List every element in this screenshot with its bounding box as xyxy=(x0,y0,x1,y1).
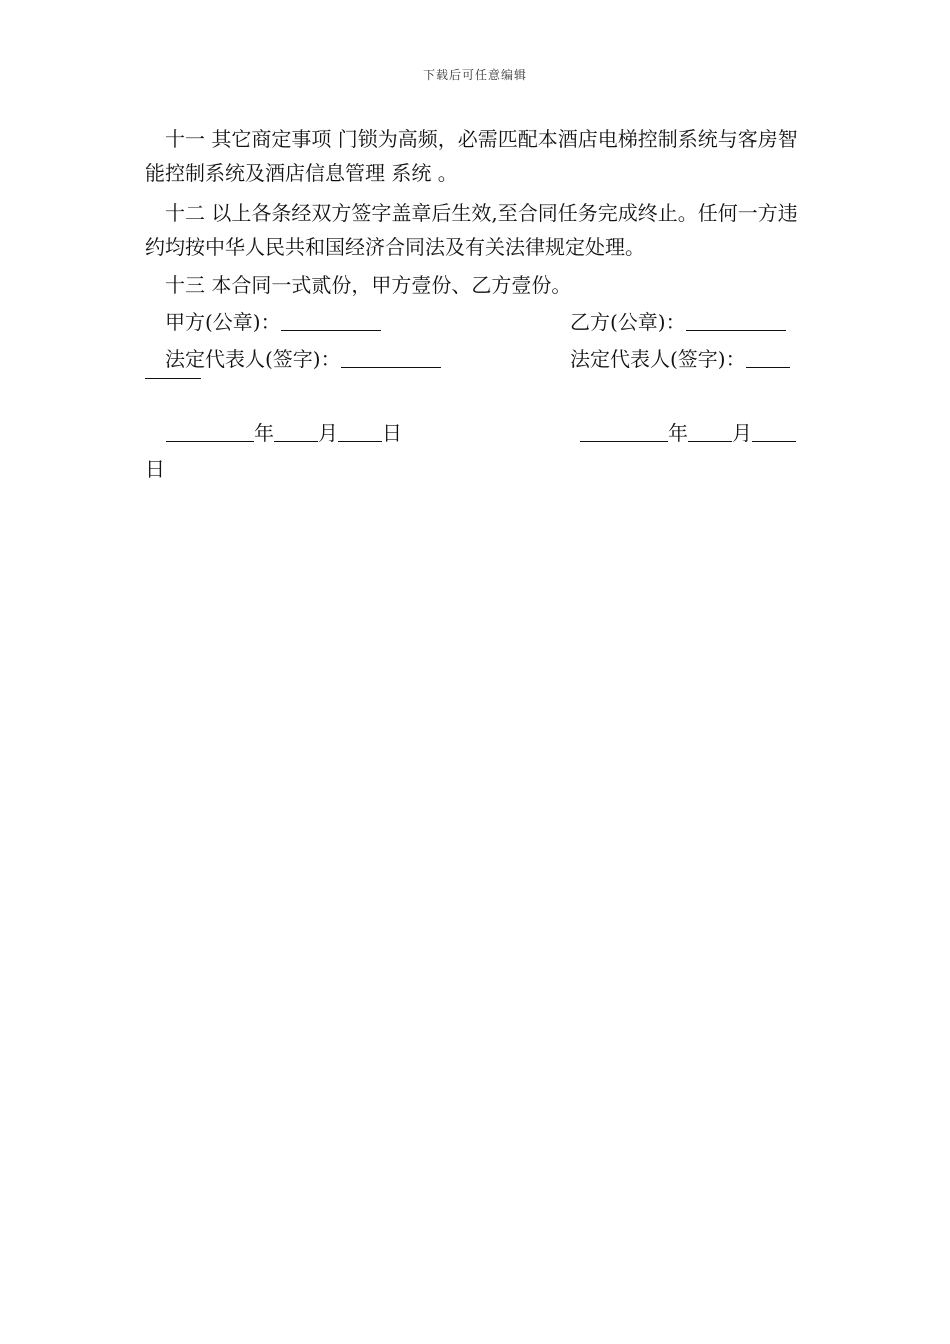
party-a-day-label: 日 xyxy=(382,421,402,445)
party-b-seal-label: 乙方(公章)： xyxy=(570,310,686,334)
party-b-day-label: 日 xyxy=(145,457,165,481)
party-b-rep-label: 法定代表人(签字)： xyxy=(570,347,746,371)
clause-11: 十一 其它商定事项 门锁为高频，必需匹配本酒店电梯控制系统与客房智能控制系统及酒店信息管理 系统 。 xyxy=(145,127,798,185)
party-a-month-label: 月 xyxy=(318,421,338,445)
party-a-rep-label: 法定代表人(签字)： xyxy=(165,347,341,371)
party-b-seal-blank[interactable] xyxy=(686,308,786,331)
party-a-year-label: 年 xyxy=(254,421,274,445)
party-a-representative xyxy=(165,342,441,376)
party-a-year-blank[interactable] xyxy=(166,419,254,442)
party-a-day-blank[interactable] xyxy=(338,419,382,442)
party-b-seal xyxy=(570,305,786,339)
party-b-rep-blank[interactable] xyxy=(746,345,790,368)
party-a-rep-blank[interactable] xyxy=(341,345,441,368)
party-b-rep-blank-continued[interactable] xyxy=(145,378,201,379)
party-b-month-blank[interactable] xyxy=(688,419,732,442)
party-a-seal xyxy=(165,305,381,339)
party-a-seal-blank[interactable] xyxy=(281,308,381,331)
party-a-date xyxy=(166,416,402,450)
party-b-representative xyxy=(570,342,790,376)
clause-13: 十三 本合同一式贰份，甲方壹份、乙方壹份。 xyxy=(165,273,572,297)
party-a-month-blank[interactable] xyxy=(274,419,318,442)
page-header: 下载后可任意编辑 xyxy=(422,68,527,82)
party-b-date xyxy=(580,416,796,450)
party-b-year-label: 年 xyxy=(668,421,688,445)
party-b-year-blank[interactable] xyxy=(580,419,668,442)
party-a-seal-label: 甲方(公章)： xyxy=(165,310,281,334)
clause-12: 十二 以上各条经双方签字盖章后生效,至合同任务完成终止。任何一方违约均按中华人民共和国经济合同法及有关法律规定处理。 xyxy=(145,201,798,259)
party-b-month-label: 月 xyxy=(732,421,752,445)
party-b-day-blank[interactable] xyxy=(752,419,796,442)
